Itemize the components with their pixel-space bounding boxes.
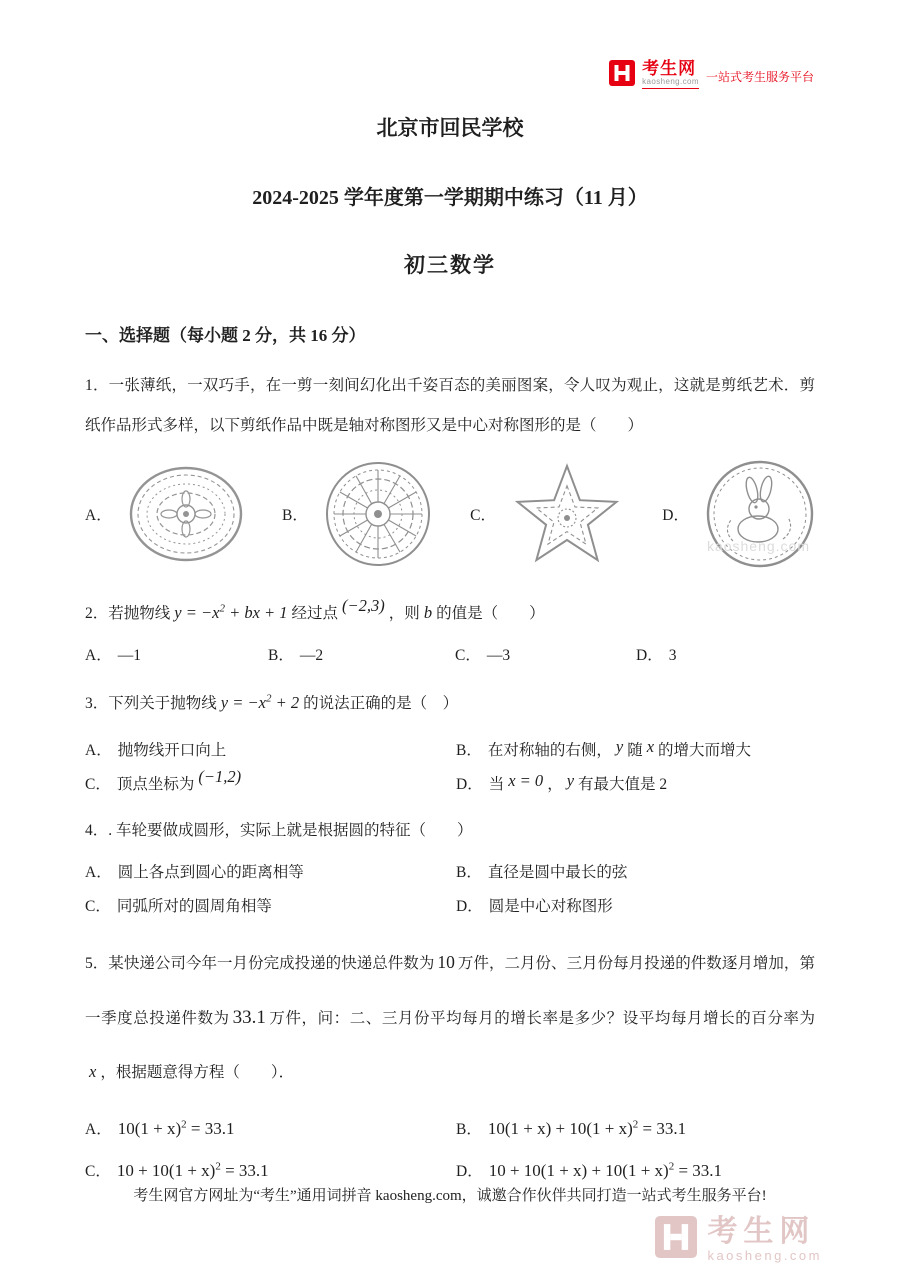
- q3-formula-superscript: 2: [265, 692, 272, 705]
- q5-option-a-pre: 10(1 + x): [117, 1119, 182, 1139]
- question-2-stem: [85, 595, 815, 631]
- watermark-brand: 考生网: [707, 1215, 816, 1248]
- watermark-domain: kaosheng.com: [707, 1248, 822, 1263]
- kaosheng-logo: [609, 60, 814, 89]
- question-3-stem: [85, 685, 815, 721]
- q3-option-b: [456, 738, 815, 760]
- q3-option-b-var-x: x: [646, 736, 655, 756]
- q2-variable-b: b: [423, 603, 433, 623]
- q3-formula-base: y = −x: [220, 693, 266, 713]
- question-2-options: [85, 643, 815, 665]
- q3-text-suffix: 的说法正确的是（ ）: [303, 695, 459, 713]
- q5-option-c: [85, 1159, 456, 1181]
- question-1-option-c: [470, 463, 624, 565]
- q2-option-a: [85, 643, 268, 665]
- section-title: 一、选择题（每小题 2 分，共 16 分）: [85, 326, 366, 345]
- option-c-label: C．: [470, 507, 496, 525]
- q5-option-d-label: D．: [456, 1163, 483, 1181]
- option-a-label: A．: [85, 507, 112, 525]
- q2-formula-base: y = −x: [174, 603, 220, 623]
- q3-option-d-pre: 当: [488, 775, 505, 793]
- kaosheng-watermark-icon: [655, 1216, 697, 1263]
- kaosheng-logo-icon: [609, 60, 635, 86]
- q2-option-b: [268, 643, 455, 665]
- q4-option-b: [456, 860, 815, 882]
- q4-option-a-text: 圆上各点到圆心的距离相等: [117, 863, 304, 881]
- q3-option-a-label: A．: [85, 741, 112, 759]
- q5-option-b: [456, 1117, 815, 1139]
- q5-number-33-1: 33.1: [232, 1007, 266, 1029]
- q2-text-mid: 经过点: [291, 605, 339, 623]
- question-5-options-row-1: [85, 1117, 815, 1139]
- q5-option-c-label: C．: [85, 1163, 111, 1181]
- question-4-options-row-1: [85, 860, 815, 882]
- q3-option-d: [456, 772, 815, 794]
- q2-option-a-label: A．: [85, 647, 112, 665]
- q3-option-c-point: (−1,2): [198, 766, 242, 786]
- q3-text-prefix: 3．下列关于抛物线: [85, 695, 217, 713]
- q2-option-c-label: C．: [455, 647, 481, 665]
- q2-option-d-label: D．: [636, 647, 663, 665]
- question-1-option-a: [85, 464, 244, 564]
- q5-option-b-post: = 33.1: [638, 1119, 687, 1139]
- q2-parabola-formula: [174, 603, 287, 622]
- q2-option-c-text: —3: [486, 647, 511, 665]
- q3-option-d-label: D．: [456, 775, 483, 793]
- q5-option-b-pre: 10(1 + x) + 10(1 + x): [487, 1119, 633, 1139]
- question-4-stem: 4．. 车轮要做成圆形，实际上就是根据圆的特征（ ）: [85, 821, 473, 839]
- q2-text-prefix: 2．若抛物线: [85, 605, 171, 623]
- logo-tagline: 一站式考生服务平台: [705, 70, 814, 84]
- q3-option-b-mid: 随: [627, 741, 643, 759]
- q5-variable-x: x: [89, 1062, 97, 1082]
- q5-text-2: 万件，二月份、三月份每月投递的件数逐月增加，: [457, 954, 800, 972]
- option-b-label: B．: [282, 507, 308, 525]
- q5-option-c-superscript: 2: [215, 1160, 221, 1173]
- papercut-a-image: [128, 464, 244, 564]
- q5-text-4: 万件，问：二、三月份平均每月的增长率是多少？设平均每月增长的百分率为: [268, 1010, 815, 1028]
- q5-option-a-label: A．: [85, 1121, 112, 1139]
- q5-option-d-pre: 10 + 10(1 + x) + 10(1 + x): [488, 1161, 669, 1181]
- school-title: 北京市回民学校: [376, 116, 524, 140]
- q5-option-b-superscript: 2: [632, 1118, 639, 1131]
- footer-text: 考生网官方网址为“考生”通用词拼音 kaosheng.com，诚邀合作伙伴共同打造一站式考生服务平台!: [133, 1188, 767, 1204]
- term-title: 2024-2025 学年度第一学期期中练习（11 月）: [252, 187, 648, 209]
- q3-option-b-label: B．: [456, 741, 482, 759]
- q3-parabola-formula: [221, 693, 299, 712]
- q4-option-d-label: D．: [456, 897, 483, 915]
- q5-option-d: [456, 1159, 815, 1181]
- watermark-bottom: [655, 1215, 822, 1263]
- q3-option-d-expr: x = 0: [508, 770, 544, 790]
- q3-option-b-post: 的增大而增大: [658, 741, 752, 759]
- papercut-b-image: [324, 460, 432, 568]
- document-body: [0, 112, 900, 1181]
- q4-option-b-label: B．: [456, 863, 482, 881]
- q2-option-b-text: —2: [299, 647, 324, 665]
- q2-text-after-point: ，则: [388, 605, 420, 623]
- question-1-images: [85, 453, 815, 575]
- question-3-options-row-1: [85, 738, 815, 760]
- option-d-label: D．: [662, 507, 689, 525]
- q4-option-c: [85, 894, 456, 916]
- question-4-options-row-2: [85, 894, 815, 916]
- watermark-mid-domain: kaosheng.com: [706, 538, 810, 554]
- q5-option-c-formula: [117, 1161, 269, 1180]
- q5-text-5: ，根据题意得方程（ ）．: [100, 1064, 295, 1082]
- q2-option-a-text: —1: [117, 647, 141, 665]
- q5-option-b-formula: [488, 1119, 686, 1138]
- q4-option-d-text: 圆是中心对称图形: [488, 897, 613, 915]
- logo-text-block: [642, 60, 699, 89]
- q4-option-a-label: A．: [85, 863, 112, 881]
- q2-formula-rest: + bx + 1: [224, 603, 288, 623]
- q3-option-b-pre: 在对称轴的右侧，: [487, 741, 612, 759]
- q4-option-d: [456, 894, 815, 916]
- q3-option-a: [85, 738, 456, 760]
- q5-option-c-pre: 10 + 10(1 + x): [116, 1161, 216, 1181]
- q5-option-d-superscript: 2: [668, 1160, 675, 1173]
- q5-option-d-formula: [489, 1161, 722, 1180]
- q4-option-c-text: 同弧所对的圆周角相等: [116, 897, 272, 915]
- q2-option-b-label: B．: [268, 647, 294, 665]
- q2-point-coordinates: (−2,3): [342, 596, 385, 616]
- q2-formula-superscript: 2: [219, 602, 225, 615]
- question-3-options-row-2: [85, 766, 815, 794]
- question-5-stem: [85, 936, 815, 1098]
- q5-option-a-formula: [118, 1119, 235, 1138]
- question-1-option-b: [282, 460, 432, 568]
- q5-number-10: 10: [437, 951, 455, 972]
- question-1-stem: 1．一张薄纸，一双巧手，在一剪一刻间幻化出千姿百态的美丽图案，令人叹为观止，这就是剪纸艺术．剪纸作品形式多样，以下剪纸作品中既是轴对称图形又是中心对称图形的是（ ）: [85, 377, 815, 434]
- q2-option-d: [636, 643, 815, 665]
- logo-brand: 考生网: [642, 59, 697, 78]
- q3-option-b-var-y: y: [615, 736, 624, 756]
- q4-option-a: [85, 860, 456, 882]
- q3-option-c-label: C．: [85, 775, 111, 793]
- q3-option-c-pre: 顶点坐标为: [116, 775, 195, 793]
- watermark-text-block: [707, 1215, 822, 1263]
- q5-option-a: [85, 1117, 456, 1139]
- question-5-options-row-2: [85, 1159, 815, 1181]
- q3-option-c: [85, 766, 456, 794]
- q5-option-c-post: = 33.1: [220, 1161, 269, 1181]
- q3-option-d-comma: ，: [547, 775, 563, 793]
- q5-option-a-post: = 33.1: [186, 1119, 235, 1139]
- q5-text-3: 第一季度总投递件数为: [85, 954, 815, 1028]
- subject-title: 初三数学: [404, 253, 496, 277]
- q5-option-b-label: B．: [456, 1121, 482, 1139]
- papercut-c-image: [512, 463, 624, 565]
- q2-option-c: [455, 643, 636, 665]
- q3-option-d-var-y: y: [566, 770, 575, 790]
- q4-option-c-label: C．: [85, 897, 111, 915]
- q5-option-d-post: = 33.1: [674, 1161, 723, 1181]
- q2-text-suffix: 的值是（ ）: [436, 605, 545, 623]
- q5-option-a-superscript: 2: [181, 1118, 187, 1131]
- q3-formula-rest: + 2: [271, 693, 300, 713]
- q2-option-d-text: 3: [668, 647, 677, 665]
- q4-option-b-text: 直径是圆中最长的弦: [487, 863, 628, 881]
- logo-domain: kaosheng.com: [642, 76, 699, 86]
- q3-option-d-post: 有最大值是 2: [578, 775, 668, 793]
- q3-option-a-text: 抛物线开口向上: [117, 741, 227, 759]
- q5-text-1: 5．某快递公司今年一月份完成投递的快递总件数为: [85, 954, 435, 972]
